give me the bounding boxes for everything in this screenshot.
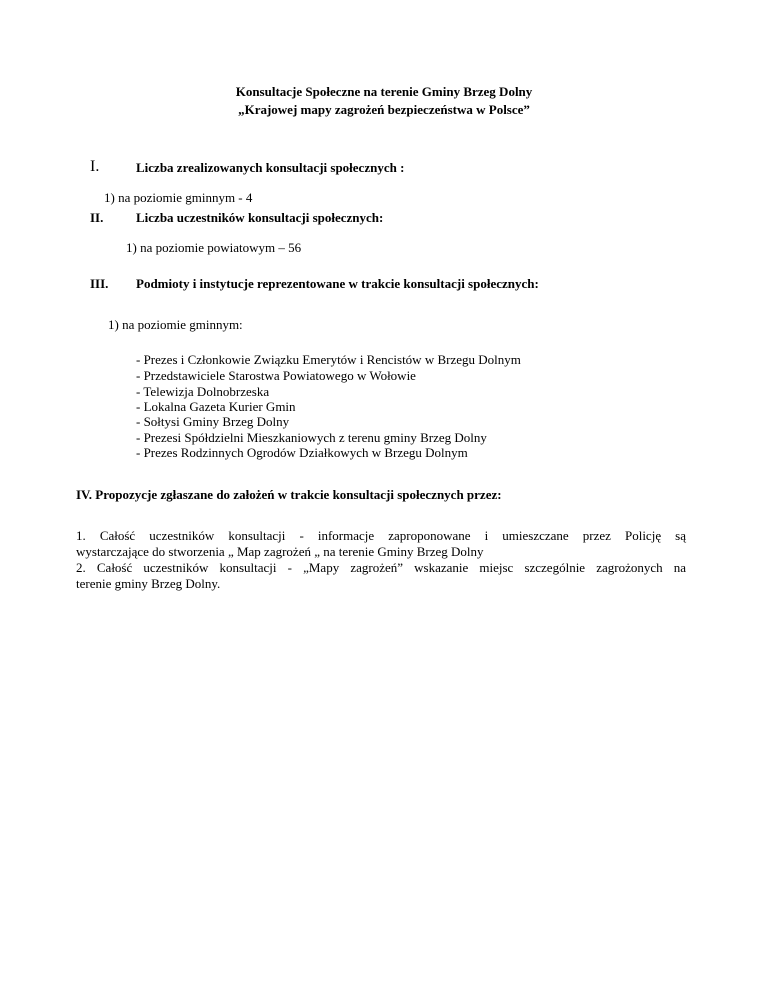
list-item: - Lokalna Gazeta Kurier Gmin <box>136 399 296 414</box>
proposal-2-line-1: 2. Całość uczestników konsultacji - „Mapy zagrożeń” wskazanie miejsc szczególnie zagrożonych na <box>76 560 686 575</box>
proposal-1-line-2: wystarczające do stworzenia „ Map zagrożeń „ na terenie Gminy Brzeg Dolny <box>76 544 484 559</box>
section-4-heading: IV. Propozycje zgłaszane do założeń w trakcie konsultacji społecznych przez: <box>76 487 502 502</box>
list-item: - Sołtysi Gminy Brzeg Dolny <box>136 414 290 429</box>
list-item: - Prezesi Spółdzielni Mieszkaniowych z terenu gminy Brzeg Dolny <box>136 430 487 445</box>
section-3-numeral: III. <box>90 276 109 291</box>
section-3-heading: Podmioty i instytucje reprezentowane w trakcie konsultacji społecznych: <box>136 276 539 291</box>
section-2-item: 1) na poziomie powiatowym – 56 <box>126 240 302 255</box>
proposal-2-line-2: terenie gminy Brzeg Dolny. <box>76 576 221 591</box>
list-item: - Prezes i Członkowie Związku Emerytów i Rencistów w Brzegu Dolnym <box>136 352 521 367</box>
document-title-line-2: „Krajowej mapy zagrożeń bezpieczeństwa w Polsce” <box>238 102 530 117</box>
proposal-1-line-1: 1. Całość uczestników konsultacji - informacje zaproponowane i umieszczane przez Policję są <box>76 528 686 543</box>
document-title-line-1: Konsultacje Społeczne na terenie Gminy Brzeg Dolny <box>235 84 533 99</box>
section-3-item: 1) na poziomie gminnym: <box>108 317 243 332</box>
section-1-heading: Liczba zrealizowanych konsultacji społecznych : <box>136 160 405 175</box>
section-1-numeral: I. <box>90 158 100 175</box>
section-2-numeral: II. <box>90 210 104 225</box>
list-item: - Telewizja Dolnobrzeska <box>136 384 270 399</box>
section-1-item: 1) na poziomie gminnym - 4 <box>104 190 253 205</box>
section-2-heading: Liczba uczestników konsultacji społecznych: <box>136 210 384 225</box>
list-item: - Prezes Rodzinnych Ogrodów Działkowych w Brzegu Dolnym <box>136 445 468 460</box>
list-item: - Przedstawiciele Starostwa Powiatowego w Wołowie <box>136 368 416 383</box>
